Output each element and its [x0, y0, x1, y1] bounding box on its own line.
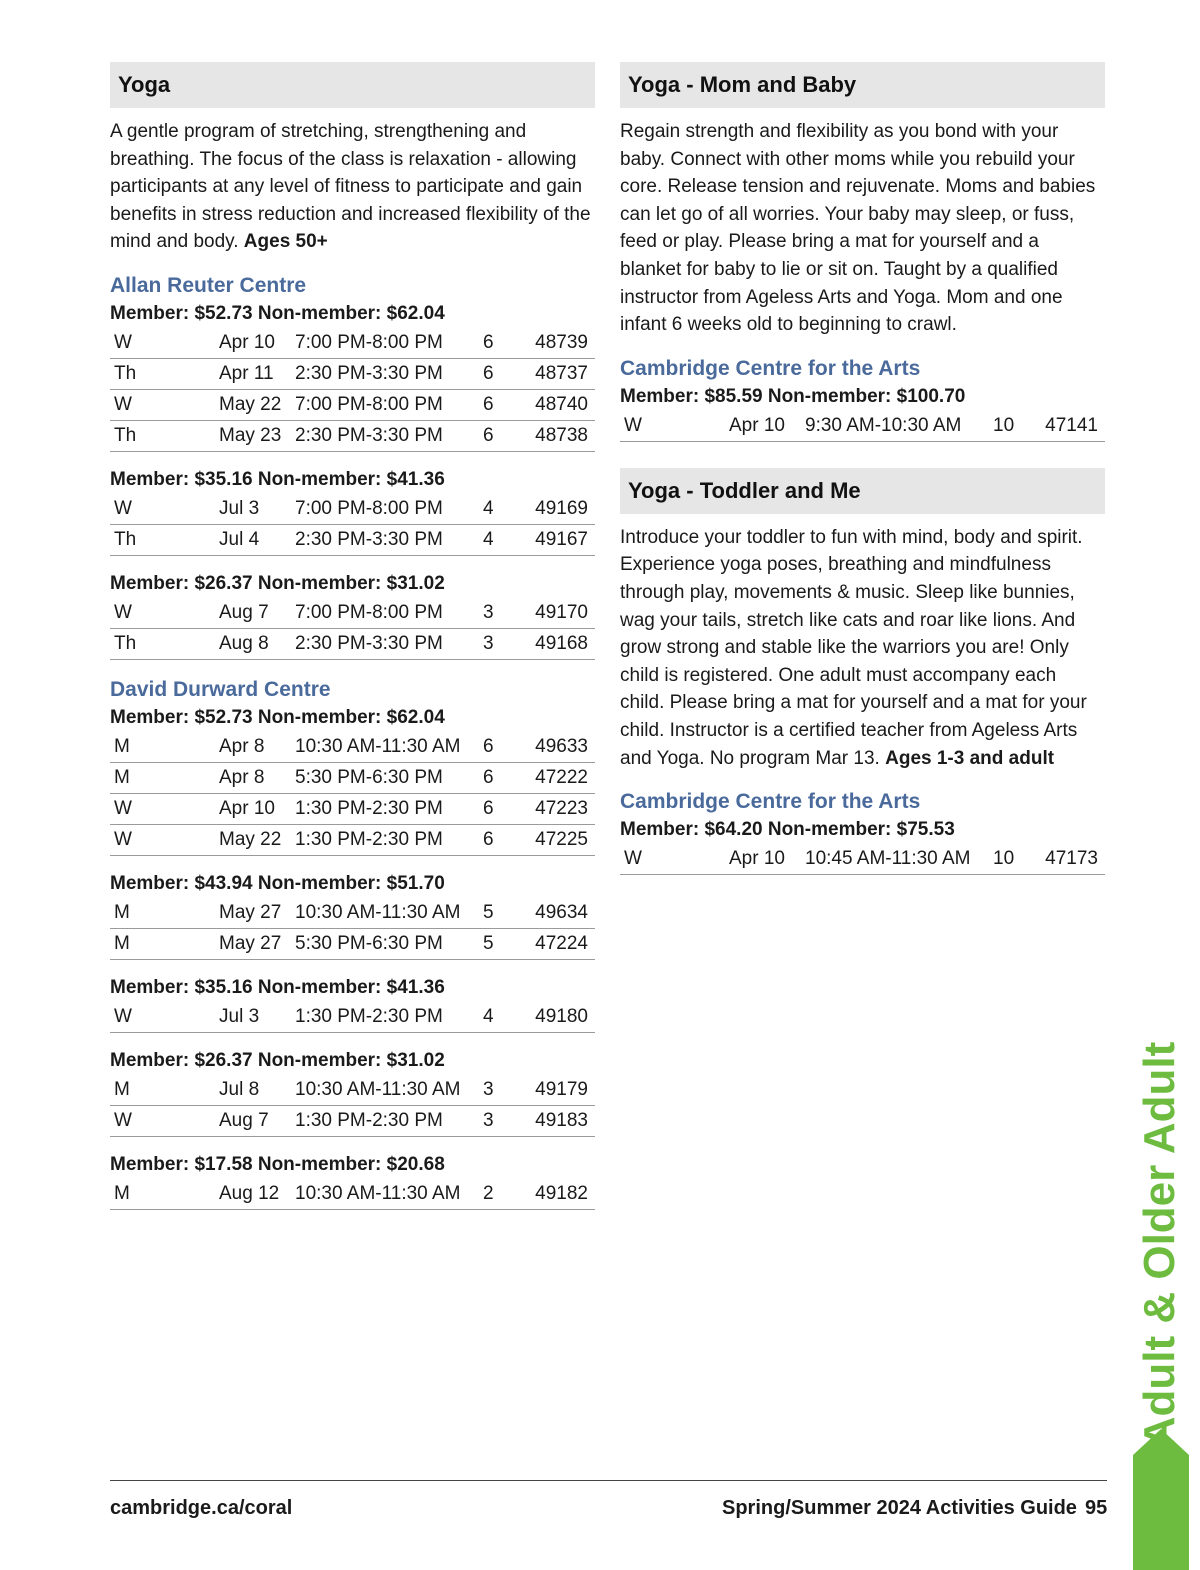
sessions-cell: 10 — [993, 411, 1043, 442]
time-cell: 1:30 PM-2:30 PM — [295, 1105, 483, 1136]
table-row — [110, 824, 595, 855]
table-row — [110, 628, 595, 659]
price-line: Member: $35.16 Non-member: $41.36 — [110, 468, 445, 490]
start-date-cell: Aug 7 — [219, 598, 295, 629]
start-date-cell: Apr 10 — [729, 411, 805, 442]
age-requirement: Ages 1-3 and adult — [885, 747, 1055, 769]
day-cell: W — [110, 793, 219, 824]
day-cell: M — [110, 928, 219, 959]
start-date-cell: Aug 12 — [219, 1179, 295, 1210]
schedule-table — [110, 732, 595, 856]
time-cell: 1:30 PM-2:30 PM — [295, 793, 483, 824]
table-row — [110, 1105, 595, 1136]
time-cell: 7:00 PM-8:00 PM — [295, 328, 483, 359]
day-cell: W — [110, 389, 219, 420]
time-cell: 10:45 AM-11:30 AM — [805, 844, 993, 875]
price-line: Member: $26.37 Non-member: $31.02 — [110, 1049, 445, 1071]
price-line: Member: $17.58 Non-member: $20.68 — [110, 1153, 445, 1175]
location-name: Cambridge Centre for the Arts — [620, 790, 921, 814]
sessions-cell: 10 — [993, 844, 1043, 875]
time-cell: 10:30 AM-11:30 AM — [295, 732, 483, 763]
time-cell: 1:30 PM-2:30 PM — [295, 1002, 483, 1033]
schedule-table — [110, 1002, 595, 1033]
table-row — [110, 793, 595, 824]
start-date-cell: Aug 8 — [219, 628, 295, 659]
start-date-cell: Apr 10 — [219, 328, 295, 359]
course-code-cell[interactable]: 49182 — [533, 1179, 595, 1210]
sessions-cell: 4 — [483, 494, 533, 525]
table-row — [110, 389, 595, 420]
start-date-cell: May 23 — [219, 420, 295, 451]
time-cell: 10:30 AM-11:30 AM — [295, 898, 483, 929]
time-cell: 2:30 PM-3:30 PM — [295, 524, 483, 555]
location-name: David Durward Centre — [110, 677, 331, 701]
left-column — [110, 62, 595, 1210]
day-cell: Th — [110, 524, 219, 555]
course-code-cell[interactable]: 49179 — [533, 1075, 595, 1106]
schedule-table — [110, 598, 595, 660]
day-cell: W — [110, 1105, 219, 1136]
table-row — [110, 762, 595, 793]
table-row — [110, 1179, 595, 1210]
start-date-cell: Apr 8 — [219, 762, 295, 793]
schedule-table — [110, 898, 595, 960]
day-cell: M — [110, 1075, 219, 1106]
description-text: Regain strength and flexibility as you bond with your baby. Connect with other moms while you rebuild your core. Release tension and rejuvenate. Moms and babies can let go of all worries. Your baby may sleep, or fuss, feed or play. Please bring a mat for yourself and a blanket for baby to lie or sit on. Taught by a qualified instructor from Ageless Arts and Yoga. Mom and one infant 6 weeks old to beginning to crawl. — [620, 121, 1096, 336]
course-code-cell[interactable]: 48739 — [533, 328, 595, 359]
table-row — [110, 420, 595, 451]
age-requirement: Ages 50+ — [243, 231, 328, 253]
table-row — [110, 928, 595, 959]
sessions-cell: 6 — [483, 389, 533, 420]
course-code-cell[interactable]: 49168 — [533, 628, 595, 659]
time-cell: 10:30 AM-11:30 AM — [295, 1179, 483, 1210]
course-code-cell[interactable]: 49633 — [533, 732, 595, 763]
sessions-cell: 6 — [483, 793, 533, 824]
program-title: Yoga — [110, 62, 595, 108]
course-code-cell[interactable]: 49180 — [533, 1002, 595, 1033]
page-number: 95 — [1085, 1497, 1108, 1519]
start-date-cell: Jul 3 — [219, 494, 295, 525]
sessions-cell: 3 — [483, 1075, 533, 1106]
table-row — [110, 732, 595, 763]
start-date-cell: May 22 — [219, 824, 295, 855]
course-code-cell[interactable]: 48740 — [533, 389, 595, 420]
day-cell: M — [110, 898, 219, 929]
price-line: Member: $85.59 Non-member: $100.70 — [620, 385, 966, 407]
sessions-cell: 3 — [483, 598, 533, 629]
price-line: Member: $35.16 Non-member: $41.36 — [110, 976, 445, 998]
start-date-cell: Jul 3 — [219, 1002, 295, 1033]
sessions-cell: 5 — [483, 898, 533, 929]
start-date-cell: May 22 — [219, 389, 295, 420]
day-cell: W — [110, 328, 219, 359]
schedule-table — [110, 1075, 595, 1137]
footer-divider — [110, 1480, 1107, 1481]
day-cell: W — [110, 1002, 219, 1033]
section-spacer — [620, 442, 1105, 468]
start-date-cell: May 27 — [219, 898, 295, 929]
start-date-cell: Jul 4 — [219, 524, 295, 555]
day-cell: M — [110, 762, 219, 793]
course-code-cell[interactable]: 49167 — [533, 524, 595, 555]
table-row — [110, 1075, 595, 1106]
footer-guide-title: Spring/Summer 2024 Activities Guide — [722, 1497, 1077, 1519]
course-code-cell[interactable]: 47223 — [533, 793, 595, 824]
start-date-cell: Jul 8 — [219, 1075, 295, 1106]
start-date-cell: Apr 11 — [219, 358, 295, 389]
time-cell: 7:00 PM-8:00 PM — [295, 494, 483, 525]
schedule-table — [110, 1179, 595, 1210]
schedule-table — [110, 328, 595, 452]
sessions-cell: 6 — [483, 328, 533, 359]
start-date-cell: May 27 — [219, 928, 295, 959]
location-name: Allan Reuter Centre — [110, 273, 307, 297]
course-code-cell[interactable]: 49183 — [533, 1105, 595, 1136]
course-code-cell[interactable]: 49634 — [533, 898, 595, 929]
sessions-cell: 3 — [483, 1105, 533, 1136]
course-code-cell[interactable]: 48738 — [533, 420, 595, 451]
footer-url[interactable]: cambridge.ca/coral — [110, 1497, 293, 1519]
sessions-cell: 6 — [483, 358, 533, 389]
price-line: Member: $26.37 Non-member: $31.02 — [110, 572, 445, 594]
time-cell: 10:30 AM-11:30 AM — [295, 1075, 483, 1106]
table-row — [110, 1002, 595, 1033]
day-cell: W — [110, 494, 219, 525]
course-code-cell[interactable]: 49170 — [533, 598, 595, 629]
time-cell: 1:30 PM-2:30 PM — [295, 824, 483, 855]
sessions-cell: 6 — [483, 762, 533, 793]
start-date-cell: Apr 10 — [219, 793, 295, 824]
sessions-cell: 6 — [483, 420, 533, 451]
time-cell: 9:30 AM-10:30 AM — [805, 411, 993, 442]
table-row — [110, 598, 595, 629]
day-cell: Th — [110, 358, 219, 389]
price-line: Member: $52.73 Non-member: $62.04 — [110, 302, 445, 324]
day-cell: W — [110, 824, 219, 855]
sessions-cell: 4 — [483, 524, 533, 555]
price-line: Member: $43.94 Non-member: $51.70 — [110, 872, 445, 894]
start-date-cell: Apr 10 — [729, 844, 805, 875]
sessions-cell: 6 — [483, 732, 533, 763]
schedule-table — [110, 494, 595, 556]
location-name: Cambridge Centre for the Arts — [620, 356, 921, 380]
time-cell: 2:30 PM-3:30 PM — [295, 420, 483, 451]
sessions-cell: 2 — [483, 1179, 533, 1210]
start-date-cell: Apr 8 — [219, 732, 295, 763]
price-line: Member: $64.20 Non-member: $75.53 — [620, 819, 955, 841]
description-text: Introduce your toddler to fun with mind, body and spirit. Experience yoga poses, breathing and mindfulness through play, movements & music. Sleep like bunnies, wag your tails, stretch like cats and roar like lions. And grow strong and stable like the warriors you are! Only child is registered. One adult must accompany each child. Please bring a mat for yourself and a mat for your child. Instructor is a certified teacher from Ageless Arts and Yoga. No program Mar 13. — [620, 526, 1087, 769]
day-cell: Th — [110, 628, 219, 659]
start-date-cell: Aug 7 — [219, 1105, 295, 1136]
schedule-table — [620, 411, 1105, 442]
table-row — [110, 494, 595, 525]
course-code-cell[interactable]: 47224 — [533, 928, 595, 959]
table-row — [620, 844, 1105, 875]
course-code-cell[interactable]: 49169 — [533, 494, 595, 525]
table-row — [110, 358, 595, 389]
table-row — [110, 328, 595, 359]
time-cell: 5:30 PM-6:30 PM — [295, 762, 483, 793]
time-cell: 2:30 PM-3:30 PM — [295, 628, 483, 659]
sessions-cell: 4 — [483, 1002, 533, 1033]
time-cell: 2:30 PM-3:30 PM — [295, 358, 483, 389]
day-cell: W — [620, 411, 729, 442]
program-title: Yoga - Toddler and Me — [620, 468, 1105, 514]
course-code-cell[interactable]: 47141 — [1043, 411, 1105, 442]
day-cell: W — [110, 598, 219, 629]
day-cell: M — [110, 732, 219, 763]
sessions-cell: 5 — [483, 928, 533, 959]
price-line: Member: $52.73 Non-member: $62.04 — [110, 706, 445, 728]
day-cell: W — [620, 844, 729, 875]
schedule-table — [620, 844, 1105, 875]
table-row — [620, 411, 1105, 442]
description-text: A gentle program of stretching, strengthening and breathing. The focus of the class is relaxation - allowing participants at any level of fitness to participate and gain benefits in stress reduction and increased flexibility of the mind and body. — [110, 121, 591, 253]
section-side-label: Adult & Older Adult — [1135, 1041, 1184, 1449]
table-row — [110, 524, 595, 555]
program-description — [620, 524, 1105, 772]
course-code-cell[interactable]: 48737 — [533, 358, 595, 389]
sessions-cell: 6 — [483, 824, 533, 855]
time-cell: 7:00 PM-8:00 PM — [295, 598, 483, 629]
day-cell: Th — [110, 420, 219, 451]
course-code-cell[interactable]: 47222 — [533, 762, 595, 793]
time-cell: 5:30 PM-6:30 PM — [295, 928, 483, 959]
course-code-cell[interactable]: 47225 — [533, 824, 595, 855]
right-column — [620, 62, 1105, 875]
program-title: Yoga - Mom and Baby — [620, 62, 1105, 108]
time-cell: 7:00 PM-8:00 PM — [295, 389, 483, 420]
section-side-tab — [1133, 1455, 1189, 1570]
program-description — [620, 118, 1105, 339]
day-cell: M — [110, 1179, 219, 1210]
table-row — [110, 898, 595, 929]
program-description — [110, 118, 595, 256]
sessions-cell: 3 — [483, 628, 533, 659]
course-code-cell[interactable]: 47173 — [1043, 844, 1105, 875]
